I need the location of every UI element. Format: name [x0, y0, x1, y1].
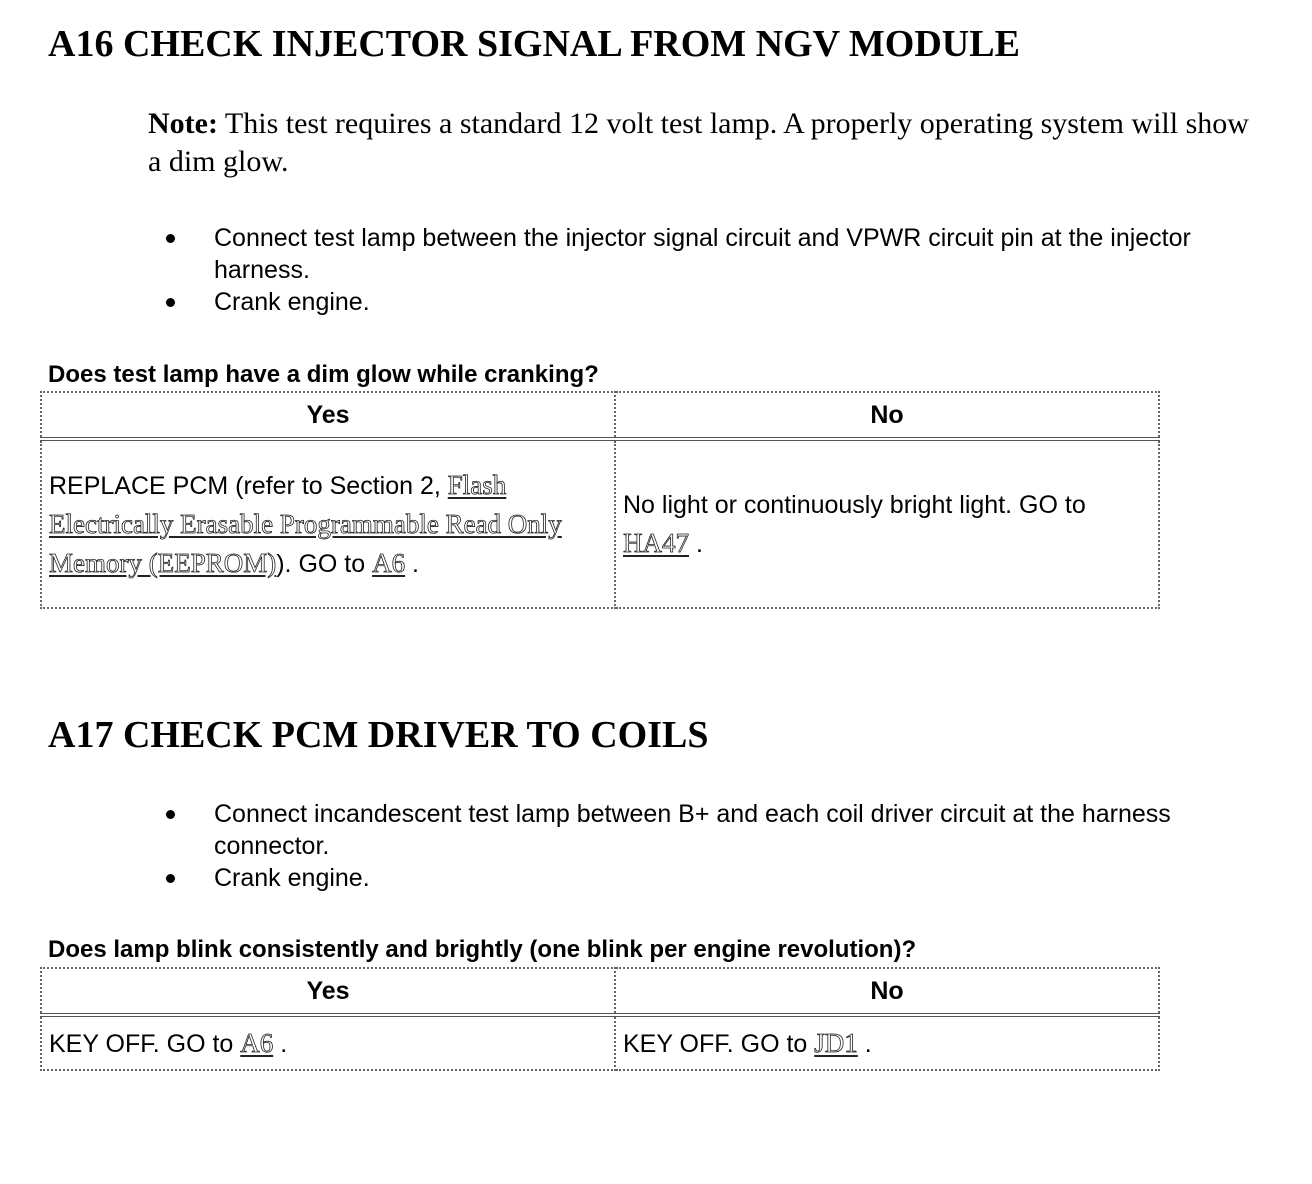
- a16-question: Does test lamp have a dim glow while cranking?: [48, 361, 599, 388]
- a6-link[interactable]: A6: [240, 1027, 274, 1058]
- note-label: Note:: [148, 107, 218, 140]
- list-item: [0, 862, 1214, 894]
- no-header: No: [615, 392, 1159, 439]
- table-header-row: [41, 968, 1159, 1015]
- step-text: Crank engine.: [214, 288, 370, 316]
- yes-cell: [41, 1015, 615, 1070]
- bullet-icon: [166, 810, 175, 819]
- cell-text: .: [405, 549, 419, 578]
- cell-text: .: [273, 1029, 288, 1058]
- yes-header: Yes: [41, 968, 615, 1015]
- step-text: Crank engine.: [214, 864, 370, 892]
- table-header-row: [41, 392, 1159, 439]
- cell-text: .: [689, 529, 703, 558]
- jd1-link[interactable]: JD1: [814, 1027, 858, 1058]
- step-text: Connect test lamp between the injector signal circuit and VPWR circuit pin at the injector harness.: [214, 224, 1191, 284]
- no-cell: [615, 1015, 1159, 1070]
- a6-link[interactable]: A6: [372, 547, 406, 578]
- a17-title: A17 CHECK PCM DRIVER TO COILS: [48, 714, 709, 756]
- cell-text: ). GO to: [276, 549, 373, 578]
- bullet-icon: [166, 874, 175, 883]
- table-row: [41, 1015, 1159, 1070]
- eeprom-link[interactable]: Flash Electrically Erasable Programmable Read Only Memory (EEPROM): [49, 469, 562, 578]
- a17-steps-list: [0, 798, 1214, 894]
- yes-cell: [41, 439, 615, 608]
- bullet-icon: [166, 234, 175, 243]
- ha47-link[interactable]: HA47: [623, 527, 689, 558]
- a16-title: A16 CHECK INJECTOR SIGNAL FROM NGV MODULE: [48, 23, 1020, 65]
- list-item: [0, 222, 1214, 286]
- cell-text: No light or continuously bright light. GO to: [623, 490, 1086, 519]
- list-item: [0, 286, 1214, 318]
- a17-result-table: [40, 967, 1160, 1071]
- cell-text: KEY OFF. GO to: [623, 1029, 815, 1058]
- note-text: This test requires a standard 12 volt test lamp. A properly operating system will show a dim glow.: [148, 107, 1249, 178]
- a17-question: Does lamp blink consistently and brightly (one blink per engine revolution)?: [48, 936, 917, 963]
- yes-header: Yes: [41, 392, 615, 439]
- list-item: [0, 798, 1214, 862]
- cell-text: KEY OFF. GO to: [49, 1029, 241, 1058]
- no-header: No: [615, 968, 1159, 1015]
- a16-steps-list: [0, 222, 1214, 318]
- cell-text: REPLACE PCM (refer to Section 2,: [49, 471, 448, 500]
- step-text: Connect incandescent test lamp between B+ and each coil driver circuit at the harness connector.: [214, 800, 1171, 860]
- table-row: [41, 439, 1159, 608]
- no-cell: [615, 439, 1159, 608]
- a16-note: [148, 105, 1258, 181]
- bullet-icon: [166, 298, 175, 307]
- cell-text: .: [857, 1029, 872, 1058]
- a16-result-table: [40, 391, 1160, 609]
